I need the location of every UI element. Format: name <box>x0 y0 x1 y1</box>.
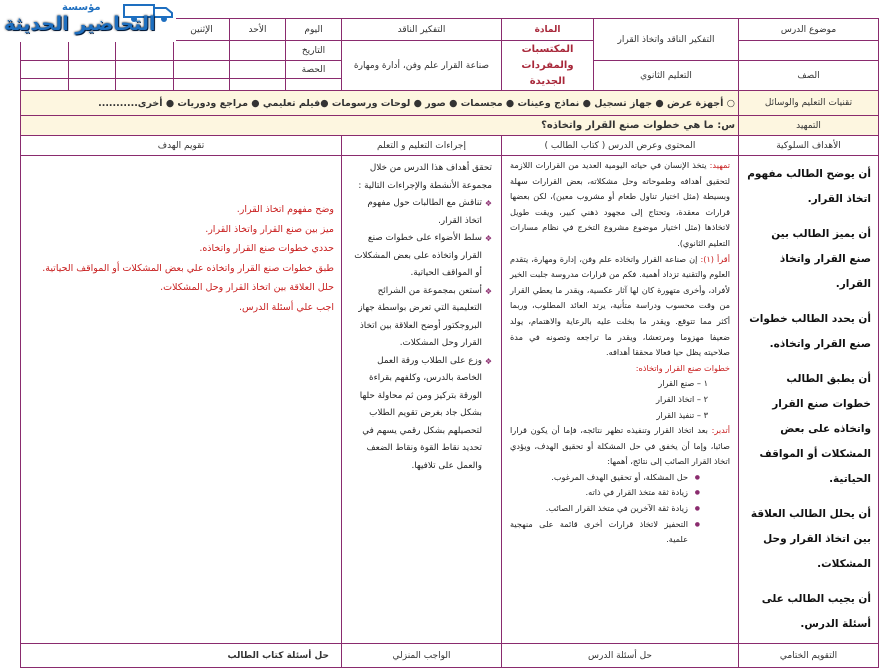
period-label: الحصة <box>286 61 342 79</box>
procedures-cell <box>342 156 502 644</box>
objective-item: أن يحلل الطالب العلاقة بين اتخاذ القرار وحل المشكلات. <box>750 508 871 570</box>
tools-label: تقنيات التعليم والوسائل <box>739 91 879 116</box>
cell-empty <box>739 41 879 61</box>
step-item: ٣ – تنفيذ القرار <box>656 409 708 420</box>
subject-label: المادة <box>502 19 594 41</box>
footer-row <box>21 644 879 668</box>
day-label: اليوم <box>286 19 342 41</box>
procedures-header: إجراءات التعليم و التعلم <box>342 136 502 156</box>
cell-empty <box>174 79 230 91</box>
step-item: ١ – صنع القرار <box>658 378 708 389</box>
gains-label: المكتسبات والمفردات الجديدة <box>502 41 594 91</box>
gains-value: صناعة القرار علم وفن، أدارة ومهارة <box>342 41 502 91</box>
cell-empty <box>286 79 342 91</box>
reflect-paragraph-text: بعد اتخاذ القرار وتنفيذه تظهر نتائجه، فإما أن يكون قرارا صائبا، وإما أن يخفق في حل المشكلة أو تحقيق الهدف، ويؤدي اتخاذ القرار الصائب إلى نتائج، أهمها: <box>510 425 730 467</box>
objective-item: أن يوضح الطالب مفهوم اتخاذ القرار. <box>747 168 871 205</box>
procedures-block <box>345 156 498 479</box>
grade-label: الصف <box>739 61 879 91</box>
procedure-item: ❖ أستعن بمجموعة من الشرائح التعليمية التي تعرض بواسطة جهاز البروجكتور أوضح العلاقة بين اتخاذ القرار وحل المشكلات. <box>351 283 492 353</box>
cell-empty <box>174 41 230 61</box>
steps-title: خطوات صنع القرار واتخاذه: <box>635 362 730 373</box>
procedures-intro: تحقق أهداف هذا الدرس من خلال مجموعة الأنشطة والإجراءات التالية : <box>358 163 492 191</box>
lesson-plan-table <box>20 18 879 668</box>
evaluation-item: طبق خطوات صنع القرار واتخاذه علي بعض المشكلات أو المواقف الحياتية. <box>42 262 334 274</box>
objectives-list <box>742 156 875 643</box>
subject-value: التفكير الناقد <box>342 19 502 41</box>
intro-row <box>21 116 879 136</box>
procedures-list <box>351 195 492 475</box>
evaluation-item: حددي خطوات صنع القرار واتخاذه. <box>199 243 334 254</box>
lesson-topic-label: موضوع الدرس <box>739 19 879 41</box>
objective-item: أن يطبق الطالب خطوات صنع القرار واتخاذه على بعض المشكلات أو المواقف الحياتية. <box>759 373 871 485</box>
evaluation-item: ميز بين صنع القرار واتخاذ القرار. <box>205 223 334 235</box>
cell-empty <box>116 61 174 79</box>
evaluation-item: وضح مفهوم اتخاذ القرار. <box>236 204 334 215</box>
cell-empty <box>116 41 174 61</box>
cell-empty <box>69 41 116 61</box>
procedure-item: ❖ تناقش مع الطالبات حول مفهوم اتخاذ القرار. <box>351 195 492 230</box>
read-paragraph <box>510 252 730 361</box>
cell-empty <box>230 79 286 91</box>
cell-empty <box>21 41 69 61</box>
result-item: ● التحفيز لاتخاذ قرارات أخرى قائمة على منهجية علمية. <box>510 517 702 548</box>
logo-subtitle: مؤسسة <box>62 2 101 13</box>
reflect-paragraph-label: أتدبر: <box>711 425 730 436</box>
logo-title: التحاضير الحديثة <box>4 13 156 35</box>
read-paragraph-label: أقرأ (١): <box>700 253 730 264</box>
intro-paragraph <box>510 158 730 252</box>
objective-item: أن يحدد الطالب خطوات صنع القرار واتخاذه. <box>749 313 871 350</box>
reflect-paragraph <box>510 423 730 470</box>
header-row-2 <box>21 41 879 61</box>
homework-value: حل أسئلة كتاب الطالب <box>21 644 342 668</box>
cell-empty <box>116 79 174 91</box>
content-header: المحتوى وعرض الدرس ( كتاب الطالب ) <box>502 136 739 156</box>
content-cell <box>502 156 739 644</box>
evaluation-list <box>24 156 338 321</box>
lesson-topic-value: التفكير الناقد واتخاذ القرار <box>594 19 739 61</box>
objective-item: أن يجيب الطالب على أسئلة الدرس. <box>761 593 871 630</box>
evaluation-item: اجب علي أسئلة الدرس. <box>238 301 334 313</box>
result-item: ● زيادة ثقة الآخرين في متخذ القرار الصائب. <box>510 501 702 517</box>
intro-paragraph-label: تمهيد: <box>709 160 730 170</box>
cell-empty <box>230 41 286 61</box>
cell-empty <box>174 61 230 79</box>
steps-list <box>510 376 730 423</box>
objectives-cell <box>739 156 879 644</box>
cell-empty <box>69 79 116 91</box>
objective-item: أن يميز الطالب بين صنع القرار واتخاذ القرار. <box>771 228 871 290</box>
cell-empty <box>21 79 69 91</box>
result-item: ● حل المشكلة، أو تحقيق الهدف المرغوب. <box>510 470 702 486</box>
results-list <box>510 470 730 548</box>
cell-empty <box>230 61 286 79</box>
grade-value: التعليم الثانوي <box>594 61 739 91</box>
evaluation-cell <box>21 156 342 644</box>
main-content-row <box>21 156 879 644</box>
day-sunday: الأحد <box>230 19 286 41</box>
lesson-content <box>505 156 735 550</box>
evaluation-header: تقويم الهدف <box>21 136 342 156</box>
final-evaluation-label: التقويم الختامي <box>739 644 879 668</box>
date-label: التاريخ <box>286 41 342 61</box>
tools-row <box>21 91 879 116</box>
intro-label: التمهيد <box>739 116 879 136</box>
cell-empty <box>69 61 116 79</box>
homework-label: الواجب المنزلي <box>342 644 502 668</box>
procedure-item: ❖ سلط الأضواء على خطوات صنع القرار واتخاذه على بعض المشكلات أو المواقف الحياتية. <box>351 230 492 283</box>
procedure-item: ❖ وزع على الطلاب ورقة العمل الخاصة بالدرس، وكلفهم بقراءة الورقة بتركيز ومن ثم محاولة حلها بشكل جاد بغرض تقويم الطلاب لتحصيلهم بشكل رقمي يسهم في تحديد نقاط القوة ونقاط الضعف والعمل على تلافيها. <box>351 353 492 476</box>
intro-question: س: ما هي خطوات صنع القرار واتخاذه؟ <box>21 116 739 136</box>
final-evaluation-value: حل أسئلة الدرس <box>502 644 739 668</box>
step-item: ٢ – اتخاذ القرار <box>656 393 708 404</box>
section-headers-row <box>21 136 879 156</box>
read-paragraph-text: إن صناعة القرار واتخاذه علم وفن، إدارة ومهارة، يتقدم العلوم والتقنية تزداد أهمية. فكم من قرارات مدروسة جلبت الخير لأفراد، وأخرى متهورة كان لها آثار عكسية، ويقدر ما يعطي القرار من وقت محسوب ودراسة متأنية، يرتد العائد المطلوب، وربما أكثر مما تتوقع. ويقدر ما بخلت عليه بالرعاية والاهتمام، يولد ضعيفا مهزوما ومرتعشا، ويقدر ما تراجعه وتصونه في مدة صلاحيته يظل حيا فعالا محققا أهدافه. <box>510 253 730 358</box>
tools-value: ○ أجهزة عرض ● جهاز تسجيل ● نماذج وعينات ● مجسمات ● صور ● لوحات ورسومات ●فيلم تعليمي ● مراجع ودوريات ● أخرى........... <box>21 91 739 116</box>
result-item: ● زيادة ثقة متخذ القرار في ذاته. <box>510 485 702 501</box>
intro-paragraph-text: يتخذ الإنسان في حياته اليومية العديد من القرارات اللازمة لتحقيق أهدافه وطموحاته وحل مشكلاته، بعض القرارات سهلة وبسيطة (مثل اختيار تناول طعام أو مشروب معين)، لكن بعضها قرارات معقدة، وتحتاج إلى مجهود ذهني كبير، ويقت طويل لاتخاذها (مثل اختيار موضوع مشروع التخرج في نظام مسارات التعليم الثانوي). <box>510 160 730 248</box>
logo <box>4 2 176 42</box>
objectives-header: الأهداف السلوكية <box>739 136 879 156</box>
cell-empty <box>21 61 69 79</box>
evaluation-item: حلل العلاقة بين اتخاذ القرار وحل المشكلات. <box>160 282 334 293</box>
day-monday: الإثنين <box>174 19 230 41</box>
